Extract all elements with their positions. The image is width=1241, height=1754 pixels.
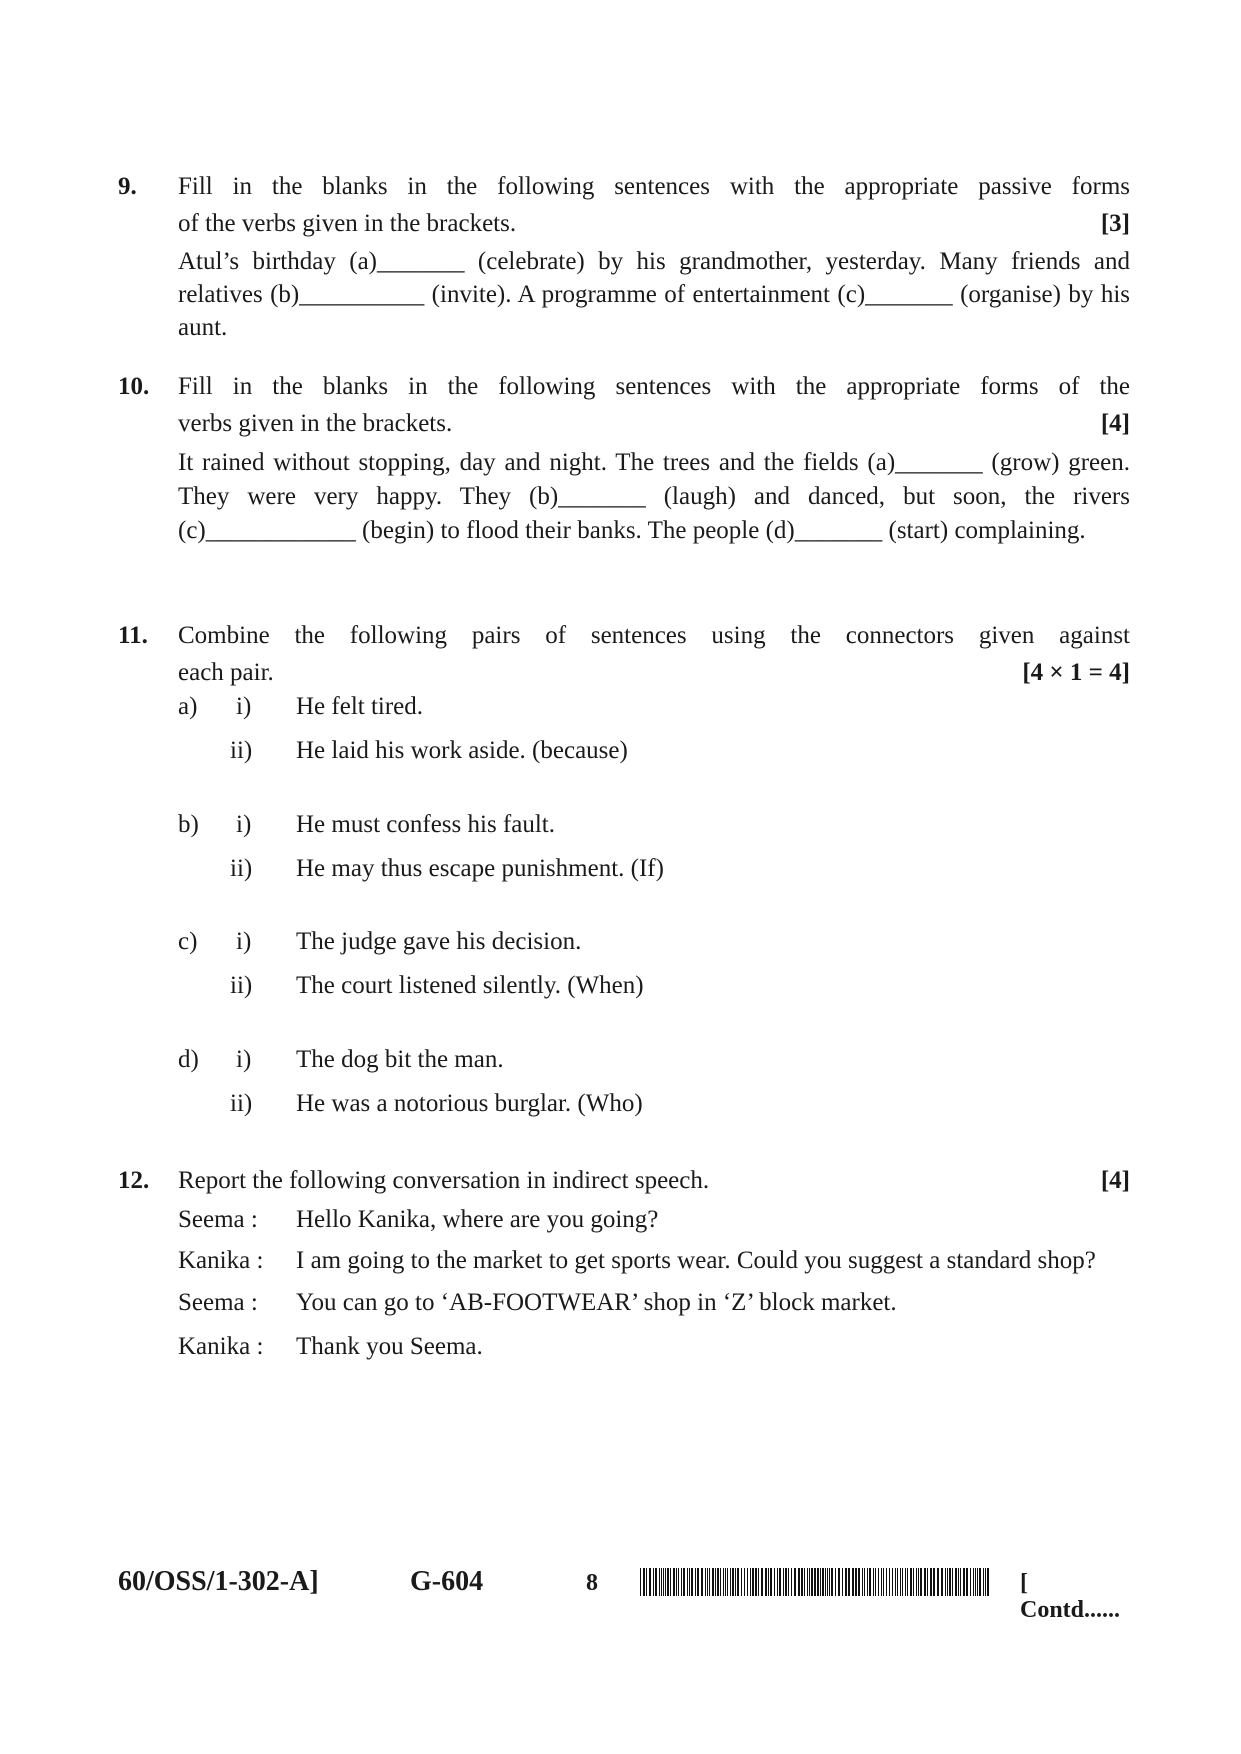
question-12 [118,1162,1130,1365]
barcode-bar [975,1568,976,1596]
paper-code: 60/OSS/1-302-A] [118,1566,319,1597]
barcode-bar [665,1568,666,1596]
utterance: Hello Kanika, where are you going? [296,1206,659,1233]
barcode-bar [848,1568,850,1596]
roman-numeral: ii) [230,972,253,999]
barcode [640,1566,994,1603]
barcode-bar [924,1568,926,1596]
barcode-bar [791,1568,792,1596]
barcode-bar [804,1568,805,1596]
barcode-bar [765,1568,767,1596]
barcode-bar [829,1568,830,1596]
sentence-text: The dog bit the man. [296,1046,504,1073]
pair-a-i [178,688,1130,732]
question-instruction-cont: verbs given in the brackets. [178,410,453,437]
barcode-bar [966,1568,968,1596]
barcode-bar [646,1568,647,1596]
barcode-bar [709,1568,710,1596]
roman-numeral: i) [236,1046,252,1073]
barcode-bar [937,1568,939,1596]
question-9 [118,168,1130,344]
barcode-bar [983,1568,984,1596]
sentence-pairs [118,1041,1130,1129]
barcode-bar [825,1568,826,1596]
barcode-bar [779,1568,781,1596]
question-instruction-cont: each pair. [178,659,274,686]
barcode-bar [794,1568,796,1596]
sentence-text: He was a notorious burglar. (Who) [296,1090,643,1117]
roman-numeral: i) [236,693,252,720]
sentence-text: He may thus escape punishment. (If) [296,855,664,882]
barcode-bar [820,1568,821,1596]
barcode-bar [869,1568,871,1596]
barcode-bar [707,1568,708,1596]
barcode-bar [858,1568,860,1596]
barcode-bar [640,1568,641,1596]
barcode-bar [741,1568,742,1596]
barcode-bar [673,1568,675,1596]
question-number: 12. [118,1167,150,1194]
pair-label: c) [178,928,198,955]
sentence-text: He felt tired. [296,693,424,720]
continued-label: [ Contd...... [1020,1570,1121,1623]
question-instruction-cont: of the verbs given in the brackets. [178,210,517,237]
barcode-bar [930,1568,932,1596]
barcode-bar [955,1568,957,1596]
barcode-bar [687,1568,688,1596]
barcode-bar [705,1568,706,1596]
barcode-bar [807,1568,808,1596]
barcode-bar [691,1568,693,1596]
barcode-bar [831,1568,833,1596]
barcode-bar [960,1568,961,1596]
barcode-graphic [640,1566,994,1598]
barcode-bar [864,1568,865,1596]
page-number: 8 [586,1570,598,1596]
barcode-bar [875,1568,876,1596]
conversation-line [178,1201,1130,1238]
barcode-bar [973,1568,974,1596]
question-passage: It rained without stopping, day and night. The trees and the fields (a)_______ (grow) green. They were very happy. They (b)_______ (laugh) and danced, but soon, the rivers (c)____________ (begin) to flood their banks. The people (d)_______ (start) complaining. [178,449,1130,544]
barcode-bar [683,1568,685,1596]
barcode-bar [653,1568,654,1596]
barcode-bar [730,1568,731,1596]
sentence-text: He must confess his fault. [296,811,555,838]
conversation-line [178,1284,1130,1321]
barcode-bar [801,1568,803,1596]
utterance: You can go to ‘AB-FOOTWEAR’ shop in ‘Z’ block market. [296,1289,897,1316]
barcode-bar [895,1568,896,1596]
barcode-bar [735,1568,736,1596]
barcode-bar [663,1568,664,1596]
barcode-bar [643,1568,645,1596]
barcode-bar [941,1568,943,1596]
roman-numeral: ii) [230,1090,253,1117]
barcode-bar [855,1568,857,1596]
pair-d-ii [178,1085,1130,1129]
series-code: G-604 [410,1566,484,1597]
pair-c-ii [178,967,1130,1011]
barcode-bar [838,1568,840,1596]
sentence-text: The judge gave his decision. [296,928,582,955]
barcode-bar [681,1568,682,1596]
barcode-bar [737,1568,739,1596]
speaker-name: Seema : [178,1289,258,1316]
barcode-bar [715,1568,716,1596]
barcode-bar [918,1568,919,1596]
question-10 [118,368,1130,548]
barcode-bar [949,1568,951,1596]
barcode-bar [979,1568,981,1596]
pair-d-i [178,1041,1130,1085]
pair-b-ii [178,850,1130,894]
barcode-bar [725,1568,726,1596]
barcode-bar [902,1568,903,1596]
pair-c-i [178,923,1130,967]
sentence-pairs [118,923,1130,1011]
barcode-bar [785,1568,787,1596]
barcode-bar [720,1568,721,1596]
sentence-text: He laid his work aside. (because) [296,737,628,764]
barcode-bar [712,1568,714,1596]
question-passage: Atul’s birthday (a)_______ (celebrate) by his grandmother, yesterday. Many friends and relatives (b)__________ (invite). A programme of entertainment (c)_______ (organise) by his aunt. [178,248,1130,341]
barcode-bar [661,1568,662,1596]
question-number: 11. [118,622,148,649]
barcode-bar [659,1568,660,1596]
barcode-bar [732,1568,734,1596]
barcode-bar [945,1568,946,1596]
barcode-bar [927,1568,928,1596]
barcode-bar [835,1568,836,1596]
barcode-bar [723,1568,724,1596]
barcode-bar [977,1568,978,1596]
barcode-bar [727,1568,728,1596]
barcode-bar [913,1568,914,1596]
barcode-bar [867,1568,868,1596]
barcode-bar [910,1568,912,1596]
barcode-bar [873,1568,874,1596]
marks-label: [4] [1100,410,1130,437]
marks-label: [3] [1100,210,1130,237]
utterance: I am going to the market to get sports wear. Could you suggest a standard shop? [296,1247,1096,1274]
barcode-bar [987,1568,989,1596]
question-instruction: Fill in the blanks in the following sentences with the appropriate passive forms [178,173,1130,200]
barcode-bar [752,1568,754,1596]
barcode-bar [947,1568,948,1596]
barcode-bar [678,1568,679,1596]
barcode-bar [768,1568,769,1596]
barcode-bar [777,1568,778,1596]
barcode-bar [822,1568,824,1596]
question-instruction: Combine the following pairs of sentences using the connectors given against [178,622,1130,649]
barcode-bar [750,1568,751,1596]
pair-label: d) [178,1046,199,1073]
barcode-bar [900,1568,901,1596]
pair-label: a) [178,693,198,720]
barcode-bar [649,1568,651,1596]
barcode-bar [697,1568,699,1596]
barcode-bar [774,1568,775,1596]
pair-label: b) [178,811,199,838]
barcode-bar [809,1568,810,1596]
pair-a-ii [178,732,1130,776]
barcode-bar [695,1568,696,1596]
barcode-bar [747,1568,748,1596]
barcode-bar [761,1568,763,1596]
barcode-bar [958,1568,959,1596]
page-footer [118,1566,1130,1623]
barcode-bar [827,1568,828,1596]
question-instruction: Fill in the blanks in the following sentences with the appropriate forms of the [178,373,1130,400]
barcode-bar [755,1568,757,1596]
question-number: 9. [118,173,137,200]
roman-numeral: ii) [230,855,253,882]
roman-numeral: i) [236,928,252,955]
barcode-bar [814,1568,816,1596]
question-11 [118,617,1130,691]
barcode-bar [907,1568,908,1596]
barcode-bar [852,1568,854,1596]
barcode-bar [878,1568,879,1596]
marks-label: [4 × 1 = 4] [1022,659,1130,686]
barcode-bar [676,1568,677,1596]
barcode-bar [881,1568,882,1596]
barcode-bar [905,1568,906,1596]
barcode-bar [717,1568,719,1596]
barcode-bar [770,1568,772,1596]
barcode-bar [670,1568,671,1596]
barcode-bar [758,1568,759,1596]
barcode-bar [845,1568,847,1596]
sentence-pairs [118,688,1130,776]
barcode-bar [689,1568,690,1596]
conversation-line [178,1328,1130,1365]
barcode-bar [783,1568,784,1596]
barcode-bar [862,1568,863,1596]
barcode-bar [985,1568,986,1596]
speaker-name: Kanika : [178,1333,264,1360]
barcode-bar [920,1568,922,1596]
barcode-bar [655,1568,657,1596]
roman-numeral: ii) [230,737,253,764]
barcode-bar [817,1568,819,1596]
speaker-name: Seema : [178,1206,258,1233]
barcode-bar [970,1568,971,1596]
barcode-bar [701,1568,703,1596]
barcode-bar [916,1568,917,1596]
marks-label: [4] [1100,1167,1130,1194]
barcode-bar [892,1568,893,1596]
barcode-bar [788,1568,789,1596]
sentence-pairs [118,806,1130,894]
barcode-bar [897,1568,898,1596]
barcode-bar [842,1568,843,1596]
barcode-bar [798,1568,800,1596]
conversation-line [178,1245,1130,1277]
barcode-bar [963,1568,965,1596]
speaker-name: Kanika : [178,1247,264,1274]
barcode-bar [811,1568,813,1596]
question-instruction: Report the following conversation in indirect speech. [178,1167,710,1194]
sentence-text: The court listened silently. (When) [296,972,644,999]
question-number: 10. [118,373,150,400]
roman-numeral: i) [236,811,252,838]
barcode-bar [667,1568,669,1596]
barcode-bar [933,1568,935,1596]
pair-b-i [178,806,1130,850]
barcode-bar [886,1568,887,1596]
barcode-bar [883,1568,884,1596]
utterance: Thank you Seema. [296,1333,483,1360]
barcode-bar [889,1568,890,1596]
barcode-bar [744,1568,745,1596]
barcode-bar [952,1568,953,1596]
